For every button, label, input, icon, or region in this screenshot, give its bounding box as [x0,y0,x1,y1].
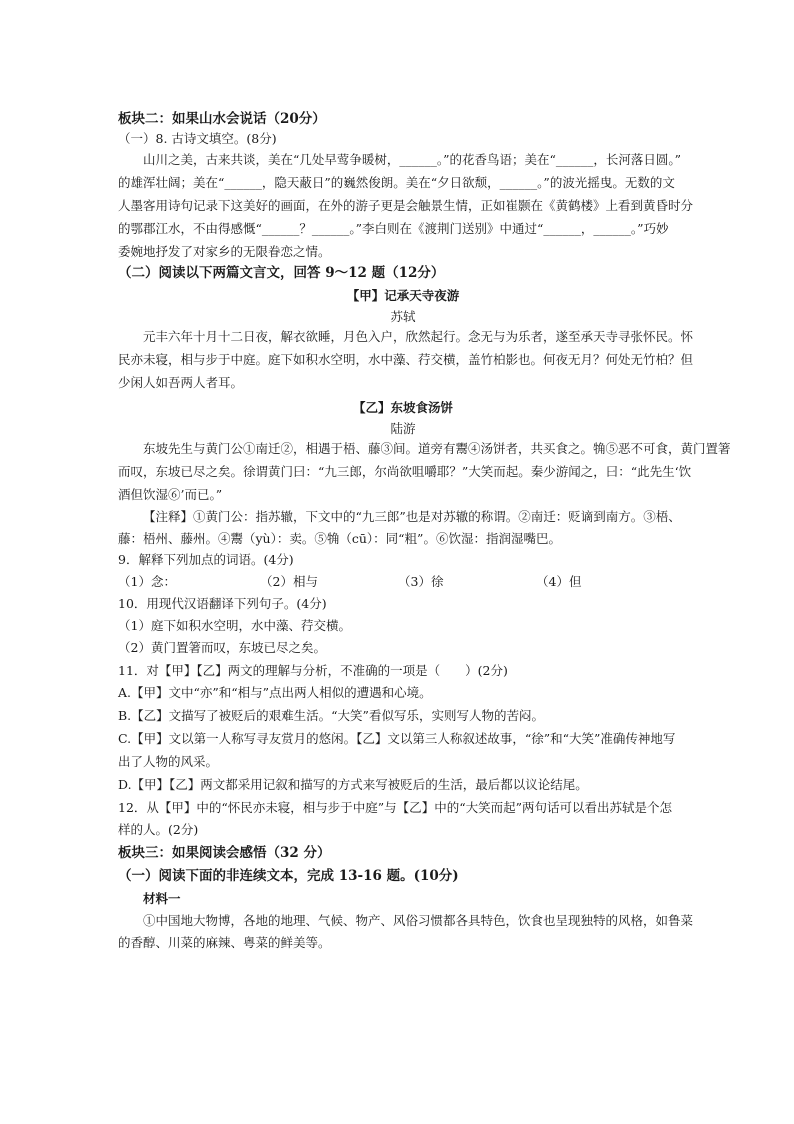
material1-line: ①中国地大物博，各地的地理、气候、物产、风俗习惯都各具特色，饮食也呈现独特的风格，如鲁菜 [143,913,694,928]
textA-title: 【甲】记承天寺夜游 [346,288,460,303]
q11-option: 出了人物的风采。 [118,754,219,769]
textB-line: 酒但饮湿⑥’而已。” [118,487,223,502]
q9-option: （1）念： [118,574,176,589]
q10-item: （2）黄门置箸而叹，东坡已尽之矣。 [118,640,326,655]
section2-heading: 板块二：如果山水会说话（20分） [118,111,326,127]
textB-title: 【乙】东坡食汤饼 [352,400,453,415]
q11-option: C.【甲】文以第一人称写寻友赏月的悠闲。【乙】文以第三人称叙述故事，“徐”和“大笑”准确传神地写 [118,731,676,746]
q11-title: 11．对【甲】【乙】两文的理解与分析，不准确的一项是（ ）(2分) [118,663,508,678]
textA-line: 元丰六年十月十二日夜，解衣欲睡，月色入户，欣然起行。念无与为乐者，遂至承天寺寻张怀民。怀 [143,329,694,344]
q9-title: 9．解释下列加点的词语。(4分) [118,552,294,567]
q8-line: 人墨客用诗句记录下这美好的画面，在外的游子更是会触景生情，正如崔颢在《黄鹤楼》上看到黄昏时分 [118,198,694,213]
textA-author: 苏轼 [390,309,416,324]
q12-line: 12．从【甲】中的“怀民亦未寝，相与步于中庭”与【乙】中的“大笑而起”两句话可以看出苏轼是个怎 [118,800,672,815]
q11-option: B.【乙】文描写了被贬后的艰难生活。“大笑”看似写乐，实则写人物的苦闷。 [118,708,544,723]
material1-line: 的香醇、川菜的麻辣、粤菜的鲜美等。 [118,935,331,950]
part2-heading: （二）阅读以下两篇文言文，回答 9～12 题（12分） [118,265,445,281]
textB-author: 陆游 [390,421,416,436]
section3-heading: 板块三：如果阅读会感悟（32 分） [118,845,331,861]
textB-line: 东坡先生与黄门公①南迁②，相遇于梧、藤③间。道旁有鬻④汤饼者，共买食之。觕⑤恶不可食，黄门置箸 [143,441,731,456]
q10-item: （1）庭下如积水空明，水中藻、荇交横。 [118,618,351,633]
q8-line: 委婉地抒发了对家乡的无限眷恋之情。 [118,244,331,259]
section3-part1-heading: （一）阅读下面的非连续文本，完成 13-16 题。(10分) [118,868,459,884]
textB-line: 而叹，东坡已尽之矣。徐谓黄门曰：“九三郎，尔尚欲咀嚼耶？”大笑而起。秦少游闻之，曰：“此先生‘饮 [118,464,692,479]
textB-note: 【注释】①黄门公：指苏辙，下文中的“九三郎”也是对苏辙的称谓。②南迁：贬谪到南方。③梧、 [143,509,681,524]
q8-line: 山川之美，古来共谈，美在“几处早莺争暖树，______。”的花香鸟语；美在“______，长河落日圆。” [143,152,682,167]
q11-option: D.【甲】【乙】两文都采用记叙和描写的方式来写被贬后的生活，最后都以议论结尾。 [118,777,588,792]
textA-line: 少闲人如吾两人者耳。 [118,375,244,390]
textB-note: 藤：梧州、藤州。④鬻（yù）：卖。⑤觕（cū）：同“粗”。⑥饮湿：指润湿嘴巴。 [118,531,561,546]
q8-title: （一）8. 古诗文填空。(8分) [118,131,277,146]
q9-option: （4）但 [536,574,582,589]
material1-title: 材料一 [143,891,181,906]
q11-option: A.【甲】文中“亦”和“相与”点出两人相似的遭遇和心境。 [118,685,432,700]
q9-option: （3）徐 [398,574,444,589]
q8-line: 的雄浑壮阔；美在“______，隐天蔽日”的巍然俊朗。美在“夕日欲颓，______。”的波光摇曳。无数的文 [118,175,675,190]
q12-line: 样的人。(2分) [118,822,199,837]
textA-line: 民亦未寝，相与步于中庭。庭下如积水空明，水中藻、荇交横，盖竹柏影也。何夜无月？何处无竹柏？但 [118,352,694,367]
q8-line: 的鄂郡江水，不由得感慨“______？______。”李白则在《渡荆门送别》中通过“______，______。”巧妙 [118,221,669,236]
q10-title: 10．用现代汉语翻译下列句子。(4分) [118,596,327,611]
q9-option: （2）相与 [260,574,318,589]
